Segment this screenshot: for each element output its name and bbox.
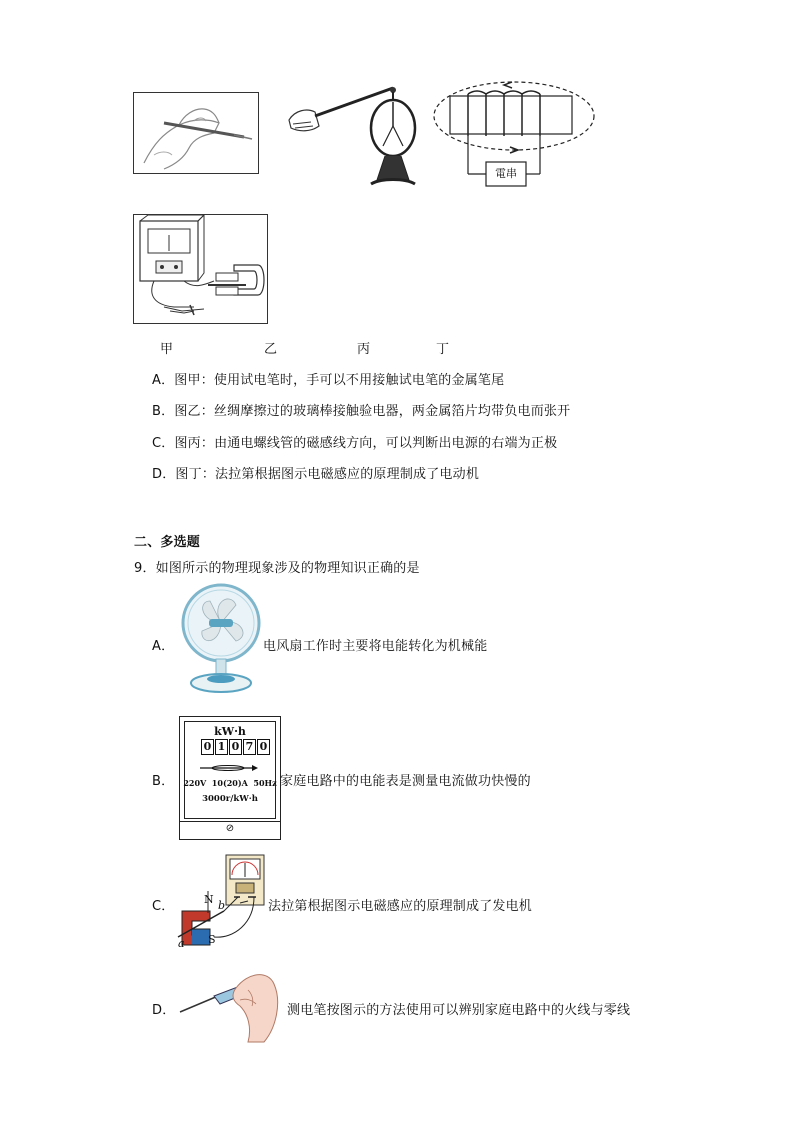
meter-digit: 0 [201,739,214,755]
magnet-n-label: N [204,893,214,906]
meter-digit: 1 [215,739,228,755]
meter-digit: 0 [257,739,270,755]
induction-apparatus [174,853,268,949]
label-bing: 丙 [357,342,371,357]
option-letter: D． [152,467,176,482]
q9-option-b-text: 家庭电路中的电能表是测量电流做功快慢的 [280,774,531,789]
option-text: 图丙：由通电螺线管的磁感线方向，可以判断出电源的右端为正极 [174,436,558,451]
meter-reading [201,739,271,755]
fan-image [180,583,262,697]
hand-pen-drawing [134,93,258,173]
label-ding: 丁 [436,342,450,357]
q9-option-c-letter: C． [152,899,175,914]
q9-option-b-letter: B． [152,774,175,789]
q8-option-b [152,400,570,419]
hand-test-pen-icon [178,966,288,1046]
induction-drawing [134,215,267,323]
option-letter: B． [152,404,175,419]
option-letter: A． [152,373,175,388]
section-title: 二、多选题 [134,535,201,550]
meter-digit: 7 [243,739,256,755]
q9-option-d-text: 测电笔按图示的方法使用可以辨别家庭电路中的火线与零线 [287,1003,631,1018]
figure-jia-test-pen [133,92,259,174]
option-letter: C． [152,436,175,451]
figure-bing-solenoid [430,76,598,194]
meter-symbol: ⊘ [225,823,235,834]
q9-option-c-text: 法拉第根据图示电磁感应的原理制成了发电机 [268,899,533,914]
figure-yi-electroscope [285,80,425,190]
q8-option-a [152,369,504,388]
label-jia: 甲 [160,342,174,357]
meter-constant: 3000r/kW·h [202,794,258,804]
magnet-s-label: S [208,933,216,946]
meter-unit: kW·h [214,725,246,738]
option-text: 图甲：使用试电笔时，手可以不用接触试电笔的金属笔尾 [174,373,505,388]
electroscope-drawing [285,80,425,190]
meter-disc-icon [198,763,262,773]
q9-stem: 9．如图所示的物理现象涉及的物理知识正确的是 [134,561,420,576]
q9-option-a-letter: A． [152,639,175,654]
q9-option-a-text: 电风扇工作时主要将电能转化为机械能 [263,639,488,654]
meter-rating: 220V 10(20)A 50Hz [183,778,277,788]
fan-icon [180,583,262,697]
wire-b-label: b [218,899,226,912]
wire-a-label: a [178,937,185,950]
option-text: 图乙：丝绸摩擦过的玻璃棒接触验电器，两金属箔片均带负电而张开 [174,404,571,419]
meter-digit: 0 [229,739,242,755]
power-source-label: 電串 [495,167,517,180]
figure-ding-induction [133,214,268,324]
test-pen-hand-image [178,966,288,1046]
electricity-meter [179,716,281,840]
label-yi: 乙 [264,342,278,357]
q9-option-d-letter: D． [152,1003,176,1018]
q8-option-c [152,432,557,451]
option-text: 图丁：法拉第根据图示电磁感应的原理制成了电动机 [175,467,480,482]
q8-option-d [152,463,479,482]
